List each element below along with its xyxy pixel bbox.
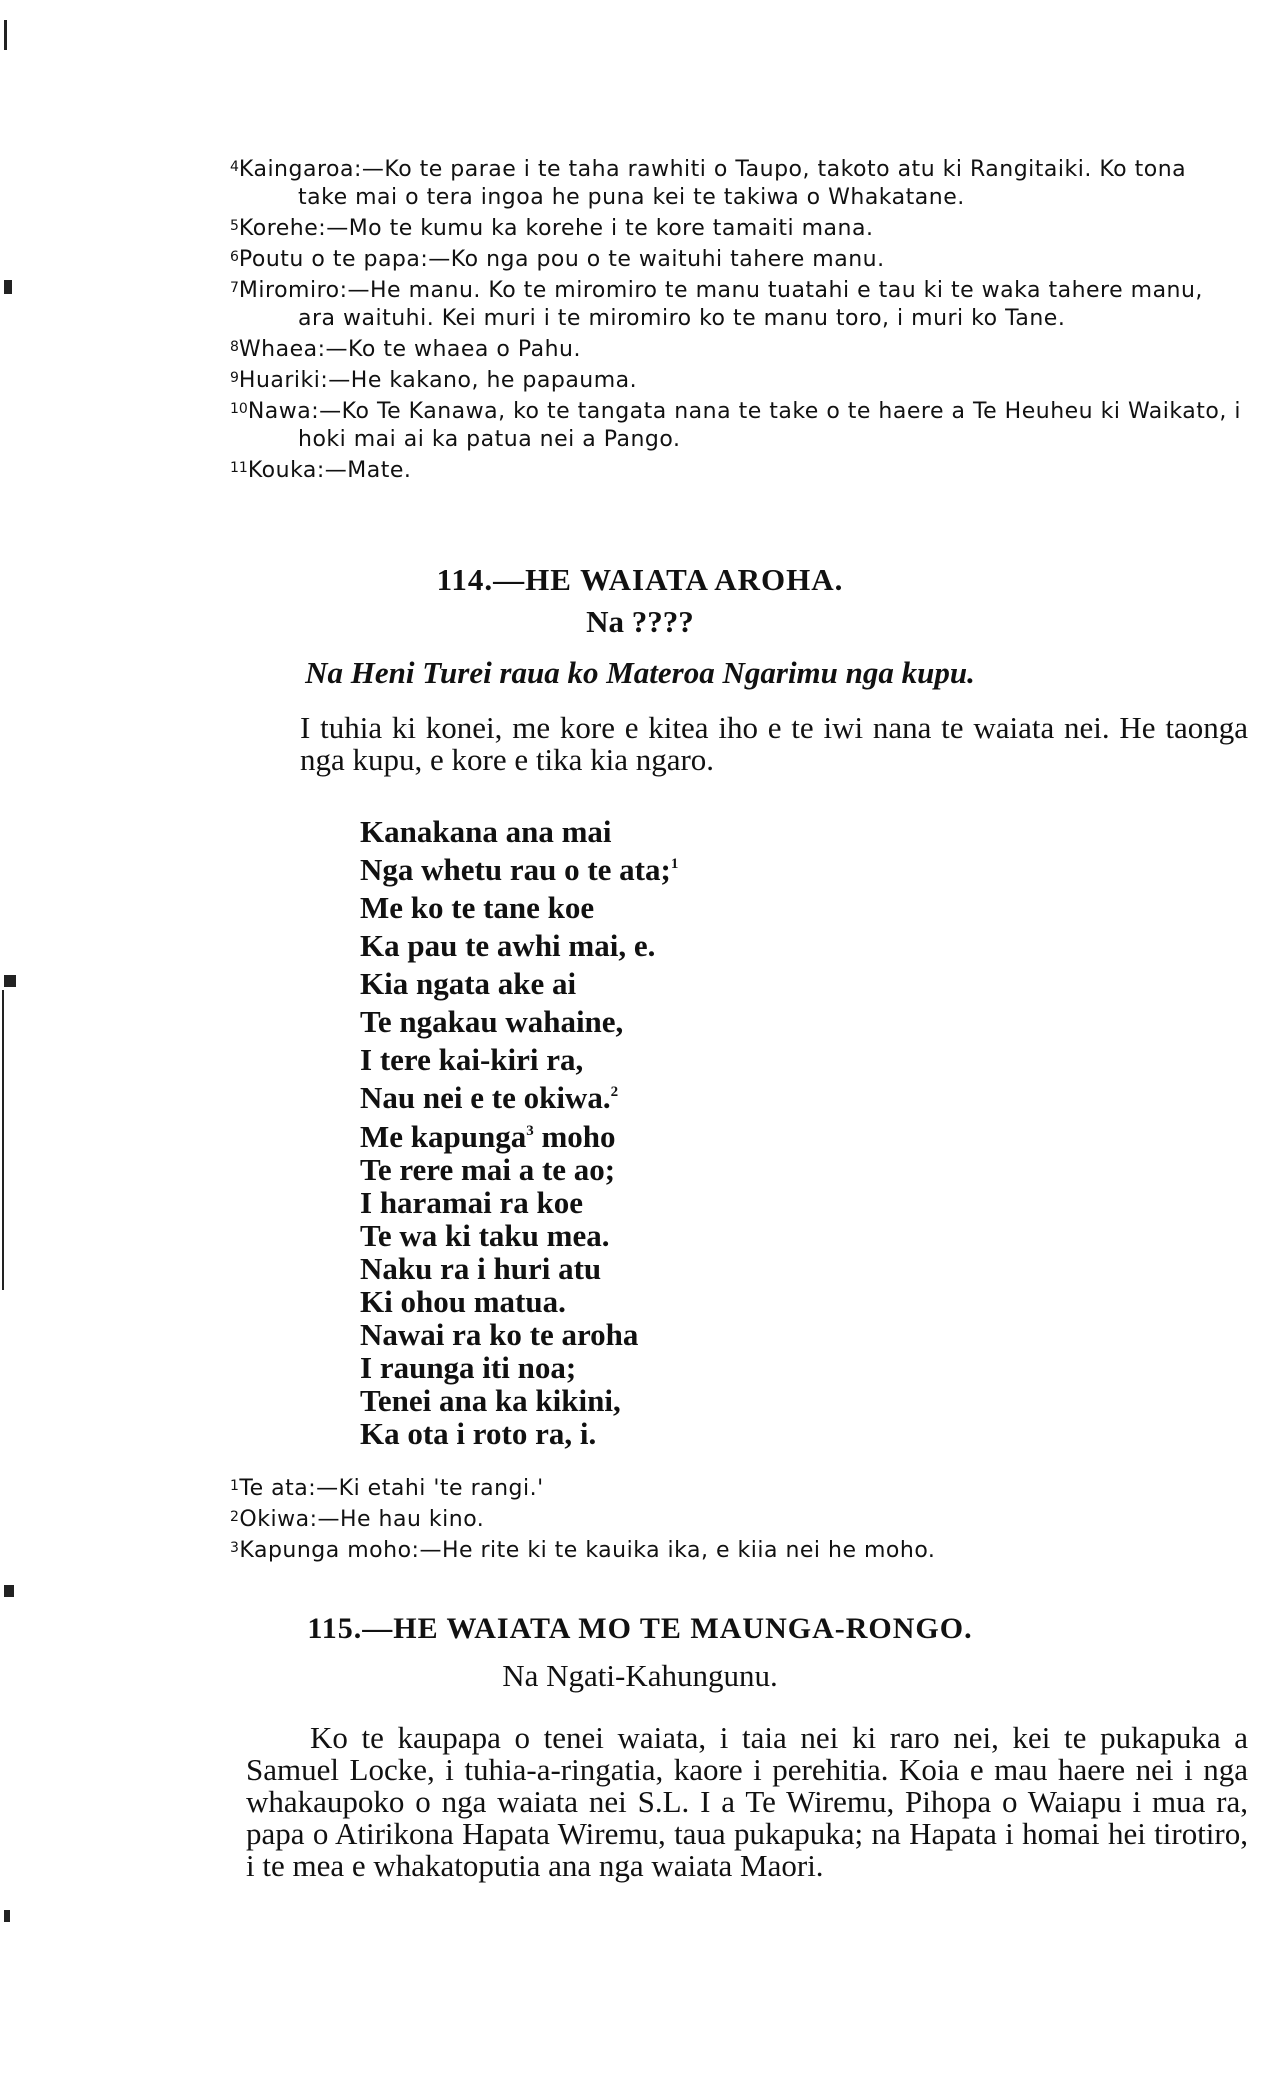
poem-line: Tenei ana ka kikini,	[360, 1383, 621, 1418]
poem-line: Nga whetu rau o te ata;$^1$	[360, 852, 679, 887]
poem-line: Nau nei e te okiwa.$^2$	[360, 1080, 619, 1115]
poem-line: Me ko te tane koe	[360, 890, 595, 925]
poem-line: I haramai ra koe	[360, 1185, 584, 1220]
poem-line: Te rere mai a te ao;	[360, 1152, 616, 1187]
note-item: $^4$Kaingaroa:—Ko te parae i te taha rawhiti o Taupo, takoto atu ki Rangitaiki. Ko tona take mai o tera ingoa he puna kei te takiwa o Whakatane.	[230, 157, 1187, 210]
poem-line: Kia ngata ake ai	[360, 966, 577, 1001]
poem-line: Naku ra i huri atu	[360, 1251, 602, 1286]
note-item: $^9$Huariki:—He kakano, he papauma.	[230, 368, 638, 393]
poem-line: Kanakana ana mai	[360, 814, 612, 849]
footnote-item: $^2$Okiwa:—He hau kino.	[230, 1507, 485, 1532]
poem-line: Nawai ra ko te aroha	[360, 1317, 639, 1352]
poem-line: Ki ohou matua.	[360, 1284, 566, 1319]
song-115-author: Na Ngati-Kahungunu.	[502, 1658, 778, 1693]
song-114-intro: I tuhia ki konei, me kore e kitea iho e te iwi nana te waiata nei. He taonga nga kupu, e kore e tika kia ngaro.	[300, 710, 1248, 777]
margin-mark	[2, 990, 4, 1290]
poem-line: I raunga iti noa;	[360, 1350, 577, 1385]
margin-mark	[4, 975, 16, 987]
poem-line: Te ngakau wahaine,	[360, 1004, 624, 1039]
song-114-stanza-1	[360, 810, 678, 1114]
note-item: $^5$Korehe:—Mo te kumu ka korehe i te kore tamaiti mana.	[230, 216, 874, 241]
poem-line: Me kapunga$^3$ moho	[360, 1119, 616, 1154]
footnote-item: $^3$Kapunga moho:—He rite ki te kauika ika, e kiia nei he moho.	[230, 1538, 936, 1563]
song-114-author: Na ????	[586, 604, 694, 639]
song-114-stanza-2	[360, 1115, 638, 1450]
margin-mark	[4, 1910, 10, 1922]
song-115-heading: 115.—HE WAIATA MO TE MAUNGA-RONGO.	[307, 1612, 973, 1645]
song-114-footnotes	[230, 1472, 1180, 1565]
poem-line: Ka pau te awhi mai, e.	[360, 928, 656, 963]
note-item: $^6$Poutu o te papa:—Ko nga pou o te waituhi tahere manu.	[230, 247, 885, 272]
note-item: $^{10}$Nawa:—Ko Te Kanawa, ko te tangata nana te take o te haere a Te Heuheu ki Waikato, i hoki mai ai ka patua nei a Pango.	[230, 399, 1241, 452]
margin-mark	[4, 20, 7, 50]
margin-mark	[4, 1585, 14, 1597]
note-item: $^8$Whaea:—Ko te whaea o Pahu.	[230, 337, 581, 362]
footnote-item: $^1$Te ata:—Ki etahi 'te rangi.'	[230, 1476, 544, 1501]
song-115-intro: Ko te kaupapa o tenei waiata, i taia nei ki raro nei, kei te pukapuka a Samuel Locke, i tuhia-a-ringatia, kaore i perehitia. Koia e mau haere nei i nga whakaupoko o nga waiata nei S.L. I a Te Wiremu, Pihopa o Waiapu i mua ra, papa o Atirikona Hapata Wiremu, taua pukapuka; na Hapata i homai hei tirotiro, i te mea e whakatoputia ana nga waiata Maori.	[246, 1720, 1248, 1883]
poem-line: Te wa ki taku mea.	[360, 1218, 610, 1253]
note-item: $^{11}$Kouka:—Mate.	[230, 458, 412, 483]
song-114-heading: 114.—HE WAIATA AROHA.	[436, 562, 844, 597]
note-item: $^7$Miromiro:—He manu. Ko te miromiro te manu tuatahi e tau ki te waka tahere manu, ara waituhi. Kei muri i te miromiro ko te manu toro, i muri ko Tane.	[230, 278, 1203, 331]
poem-line: Ka ota i roto ra, i.	[360, 1416, 597, 1451]
song-114-credit: Na Heni Turei raua ko Materoa Ngarimu nga kupu.	[305, 655, 975, 690]
glossary-notes	[230, 153, 1242, 485]
margin-mark	[4, 280, 12, 294]
poem-line: I tere kai-kiri ra,	[360, 1042, 584, 1077]
